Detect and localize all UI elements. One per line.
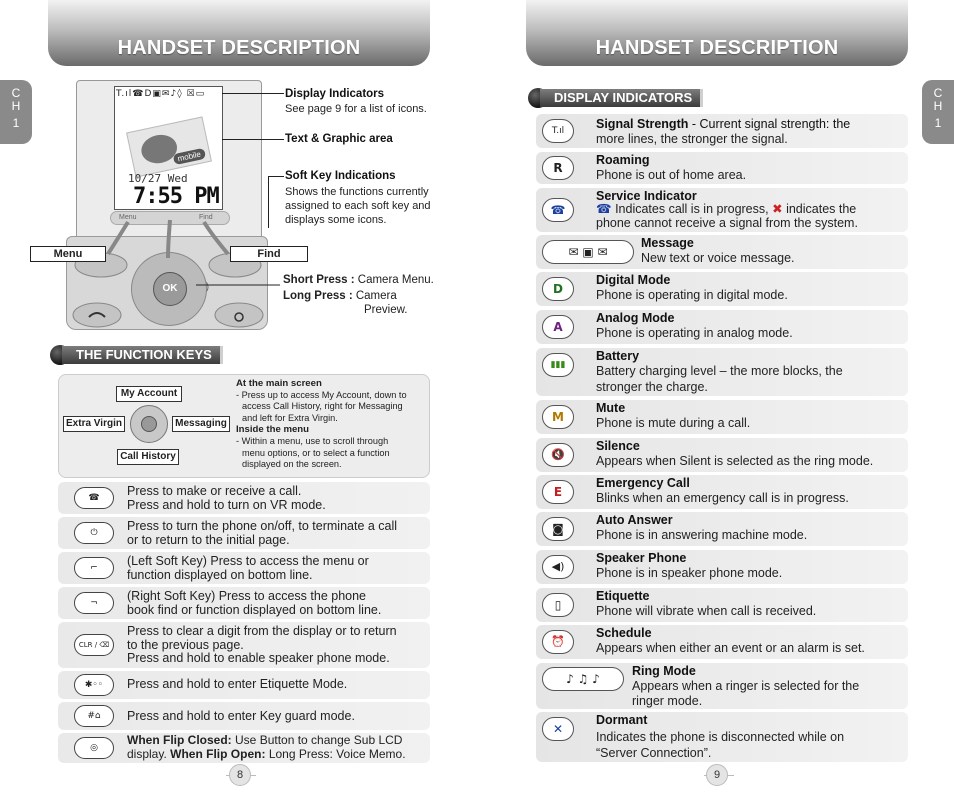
extra-virgin-label: Extra Virgin bbox=[63, 416, 125, 432]
screen-date: 10/27 Wed bbox=[128, 172, 188, 185]
indicator-silence bbox=[536, 438, 908, 472]
indicator-title: Message bbox=[641, 236, 694, 250]
indicator-message bbox=[536, 235, 908, 269]
indicator-desc: Phone is mute during a call. bbox=[596, 416, 751, 430]
indicator-desc: more lines, the stronger the signal. bbox=[596, 132, 788, 146]
no-service-icon: ✖ bbox=[772, 202, 783, 216]
soft-key-desc-1: Shows the functions currently bbox=[285, 186, 429, 198]
indicator-desc: Battery charging level – the more blocks, the bbox=[596, 364, 843, 378]
indicator-title: Analog Mode bbox=[596, 311, 675, 325]
key-row-pound-text: Press and hold to enter Key guard mode. bbox=[127, 709, 355, 723]
right-chapter-tab: C H 1 bbox=[922, 80, 954, 144]
long-press-line: Long Press : Camera bbox=[283, 290, 397, 302]
indicator-title: Service Indicator bbox=[596, 189, 697, 203]
key-row-left-soft bbox=[58, 552, 430, 584]
indicator-title: Battery bbox=[596, 349, 640, 363]
indicator-desc-2: ringer mode. bbox=[632, 694, 703, 708]
pound-key-icon: #⌂ bbox=[74, 705, 114, 727]
indicator-desc: Phone is operating in digital mode. bbox=[596, 288, 788, 302]
indicator-title: Roaming bbox=[596, 153, 650, 167]
indicator-desc: ☎ Indicates call is in progress, ✖ indicates the bbox=[596, 202, 857, 216]
clear-key-icon: CLR / ⌫ bbox=[74, 634, 114, 656]
alarm-clock-icon: ⏰ bbox=[542, 630, 574, 654]
display-indicators-title: DISPLAY INDICATORS bbox=[540, 89, 703, 107]
indicator-desc: Appears when either an event or an alarm is set. bbox=[596, 641, 865, 655]
key-row-star bbox=[58, 671, 430, 699]
indicator-title: Dormant bbox=[596, 713, 648, 727]
display-indicators-desc: See page 9 for a list of icons. bbox=[285, 103, 427, 115]
star-key-icon: ✱◦◦ bbox=[74, 674, 114, 696]
soft-left-label: Menu bbox=[119, 214, 137, 221]
indicator-roaming bbox=[536, 152, 908, 184]
short-press-line: Short Press : Camera Menu. bbox=[283, 274, 434, 286]
phone-handset-icon: ☎ bbox=[542, 198, 574, 222]
ring-mode-icons: ♪ ♫ ♪ bbox=[542, 667, 624, 691]
key-row-power-text: Press to turn the phone on/off, to terminate a call or to return to the initial page. bbox=[127, 519, 398, 547]
auto-answer-icon: ◙ bbox=[542, 517, 574, 541]
messaging-label: Messaging bbox=[172, 416, 230, 432]
indicator-service bbox=[536, 188, 908, 232]
indicator-desc: Phone is in speaker phone mode. bbox=[596, 566, 783, 580]
screen-time: 7:55 PM bbox=[133, 184, 219, 209]
card-mobile-label: mobile bbox=[173, 148, 206, 165]
key-row-send-text: Press to make or receive a call. Press and hold to turn on VR mode. bbox=[127, 484, 326, 512]
indicator-title: Schedule bbox=[596, 626, 652, 640]
battery-icon: ▮▮▮ bbox=[542, 353, 574, 377]
indicator-etiquette bbox=[536, 588, 908, 622]
key-row-pound bbox=[58, 702, 430, 730]
key-row-side-button-text: When Flip Closed: Use Button to change Sub LCD display. When Flip Open: Long Press: Voice Memo. bbox=[127, 733, 406, 761]
digital-mode-icon: D bbox=[542, 277, 574, 301]
power-end-key-icon: ⏻ bbox=[74, 522, 114, 544]
vibrate-icon: ▯ bbox=[542, 593, 574, 617]
indicator-desc-2: phone cannot receive a signal from the system. bbox=[596, 216, 858, 230]
indicator-title: Digital Mode bbox=[596, 273, 671, 287]
soft-right-label: Find bbox=[199, 214, 213, 221]
callout-arrows bbox=[0, 0, 430, 340]
indicator-speaker-phone bbox=[536, 550, 908, 584]
indicator-schedule bbox=[536, 625, 908, 659]
soft-key-title: Soft Key Indications bbox=[285, 170, 396, 182]
call-progress-icon: ☎ bbox=[596, 202, 612, 216]
right-soft-key-icon: ¬ bbox=[74, 592, 114, 614]
indicator-desc: Appears when Silent is selected as the ring mode. bbox=[596, 454, 874, 468]
text-graphic-area-label: Text & Graphic area bbox=[285, 133, 393, 145]
indicator-ring-mode bbox=[536, 663, 908, 709]
signal-strength-icon: T.ıl bbox=[542, 119, 574, 143]
display-indicators-title: Display Indicators bbox=[285, 88, 385, 100]
function-keys-instructions: At the main screen - Press up to access My Account, down to access Call History, right for Messaging and left for Extra Virgin. Inside the menu - Within a menu, use to scroll through menu options, or to select a function displayed on the screen. bbox=[236, 378, 407, 470]
key-row-star-text: Press and hold to enter Etiquette Mode. bbox=[127, 677, 348, 691]
call-history-label: Call History bbox=[117, 449, 179, 465]
indicator-dormant bbox=[536, 712, 908, 762]
key-row-power bbox=[58, 517, 430, 549]
find-callout-label: Find bbox=[230, 246, 308, 262]
indicator-battery bbox=[536, 348, 908, 396]
key-row-right-soft bbox=[58, 587, 430, 619]
indicator-title: Emergency Call bbox=[596, 476, 690, 490]
indicator-title: Speaker Phone bbox=[596, 551, 687, 565]
key-row-left-soft-text: (Left Soft Key) Press to access the menu or function displayed on bottom line. bbox=[127, 554, 369, 582]
indicator-signal-strength bbox=[536, 114, 908, 148]
key-row-right-soft-text: (Right Soft Key) Press to access the phone book find or function displayed on bottom line. bbox=[127, 589, 382, 617]
indicator-title: Signal Strength - Current signal strength: the bbox=[596, 117, 851, 131]
analog-mode-icon: A bbox=[542, 315, 574, 339]
indicator-digital-mode bbox=[536, 272, 908, 306]
left-page-header: HANDSET DESCRIPTION bbox=[48, 0, 430, 66]
indicator-title: Etiquette bbox=[596, 589, 650, 603]
mute-icon: M bbox=[542, 405, 574, 429]
indicator-analog-mode bbox=[536, 310, 908, 344]
right-page-number: 9 bbox=[706, 764, 728, 786]
indicator-desc: Indicates the phone is disconnected while on bbox=[596, 730, 845, 744]
key-row-side-button bbox=[58, 733, 430, 763]
long-press-line-2: Preview. bbox=[364, 304, 408, 316]
status-icons-row: T.ıl☎D▣✉♪◊ ☒▭ bbox=[116, 89, 206, 99]
indicator-desc: Appears when a ringer is selected for the bbox=[632, 679, 860, 693]
roaming-icon: R bbox=[542, 156, 574, 180]
indicator-title: Silence bbox=[596, 439, 640, 453]
indicator-auto-answer bbox=[536, 512, 908, 546]
my-account-label: My Account bbox=[116, 386, 182, 402]
key-row-clear-text: Press to clear a digit from the display or to return to the previous page. Press and hold to enable speaker phone mode. bbox=[127, 624, 397, 665]
soft-key-desc-3: displays some icons. bbox=[285, 214, 387, 226]
ok-key: OK bbox=[153, 272, 187, 306]
speaker-phone-icon: ◀) bbox=[542, 555, 574, 579]
key-row-clear bbox=[58, 622, 430, 668]
left-soft-key-icon: ⌐ bbox=[74, 557, 114, 579]
left-page-number: 8 bbox=[229, 764, 251, 786]
silence-icon: 🔇 bbox=[542, 443, 574, 467]
indicator-title: Ring Mode bbox=[632, 664, 696, 678]
emergency-call-icon: E bbox=[542, 480, 574, 504]
nav-key-icon bbox=[130, 405, 168, 443]
indicator-desc: New text or voice message. bbox=[641, 251, 795, 265]
message-icons: ✉ ▣ ✉ bbox=[542, 240, 634, 264]
indicator-desc: Blinks when an emergency call is in progress. bbox=[596, 491, 849, 505]
indicator-mute bbox=[536, 400, 908, 434]
indicator-desc: Phone will vibrate when call is received. bbox=[596, 604, 817, 618]
indicator-desc: Phone is operating in analog mode. bbox=[596, 326, 793, 340]
key-row-send bbox=[58, 482, 430, 514]
indicator-emergency-call bbox=[536, 475, 908, 509]
left-chapter-tab: C H 1 bbox=[0, 80, 32, 144]
indicator-desc: Phone is out of home area. bbox=[596, 168, 747, 182]
soft-key-desc-2: assigned to each soft key and bbox=[285, 200, 431, 212]
indicator-title: Mute bbox=[596, 401, 626, 415]
side-camera-key-icon: ◎ bbox=[74, 737, 114, 759]
indicator-desc-2: “Server Connection”. bbox=[596, 746, 712, 760]
function-keys-title: THE FUNCTION KEYS bbox=[62, 346, 223, 364]
dormant-icon: ✕ bbox=[542, 717, 574, 741]
indicator-desc-2: stronger the charge. bbox=[596, 380, 708, 394]
right-page-header: HANDSET DESCRIPTION bbox=[526, 0, 908, 66]
indicator-title: Auto Answer bbox=[596, 513, 673, 527]
menu-callout-label: Menu bbox=[30, 246, 106, 262]
indicator-desc: Phone is in answering machine mode. bbox=[596, 528, 808, 542]
send-key-icon: ☎ bbox=[74, 487, 114, 509]
